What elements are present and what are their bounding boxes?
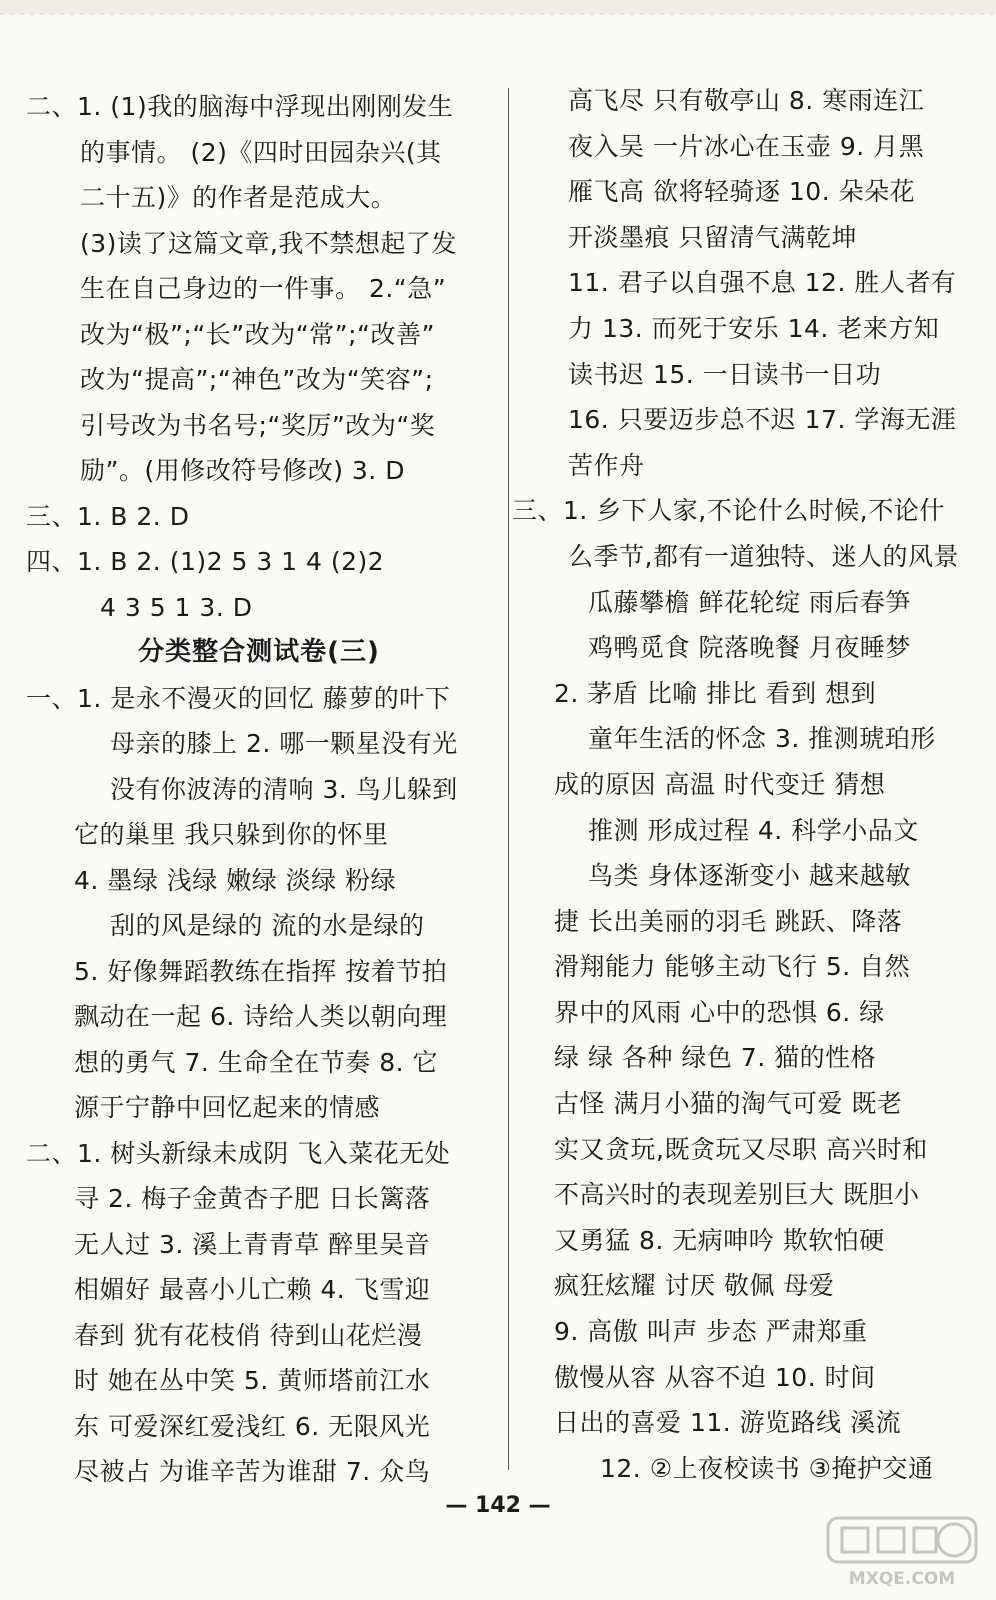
answer-line: 想的勇气 7. 生命全在节奏 8. 它: [74, 1047, 438, 1077]
answer-line: 童年生活的怀念 3. 推测琥珀形: [588, 724, 936, 754]
answer-line: 古怪 满月小猫的淘气可爱 既老: [554, 1089, 903, 1119]
section-line: 四、1. B 2. (1)2 5 3 1 4 (2)2: [26, 547, 385, 576]
top-scan-strip: [0, 0, 996, 40]
answer-line: 开淡墨痕 只留清气满乾坤: [568, 222, 857, 252]
answer-line: 寻 2. 梅子金黄杏子肥 日长篱落: [74, 1184, 431, 1213]
answer-line: 12. ②上夜校读书 ③掩护交通: [600, 1453, 934, 1483]
answer-line: 东 可爱深红爱浅红 6. 无限风光: [74, 1411, 431, 1441]
answer-line: 飘动在一起 6. 诗给人类以朝向理: [74, 1002, 448, 1031]
answer-line: 疯狂炫耀 讨厌 敬佩 母爱: [554, 1271, 835, 1301]
answer-line: 傲慢从容 从容不迫 10. 时间: [554, 1362, 876, 1392]
watermark-text: MXQE.COM: [848, 1569, 956, 1589]
answer-line: 二、1. (1)我的脑海中浮现出刚刚发生: [26, 92, 454, 121]
answer-line: 绿 绿 各种 绿色 7. 猫的性格: [554, 1043, 877, 1073]
answer-line: 9. 高傲 叫声 步态 严肃郑重: [554, 1317, 868, 1347]
column-divider: [508, 88, 509, 1470]
answer-line: 的事情。 (2)《四时田园杂兴(其: [80, 137, 442, 167]
answer-line: 母亲的膝上 2. 哪一颗星没有光: [110, 729, 458, 758]
answer-line: 鸟类 身体逐渐变小 越来越敏: [588, 861, 911, 891]
section-line: 三、1. B 2. D: [26, 501, 190, 531]
answer-line: 5. 好像舞蹈教练在指挥 按着节拍: [74, 956, 448, 986]
answer-line: 引号改为书名号;“奖厉”改为“奖: [80, 410, 436, 440]
section-line: 二、1. 树头新绿未成阴 飞入菜花无处: [26, 1138, 451, 1168]
answer-line: 成的原因 高温 时代变迁 猜想: [554, 769, 886, 799]
answer-line: 尽被占 为谁辛苦为谁甜 7. 众鸟: [74, 1457, 431, 1486]
right-column: [512, 78, 988, 1491]
answer-line: 生在自己身边的一件事。 2.“急”: [80, 274, 447, 303]
answer-line: 春到 犹有花枝俏 待到山花烂漫: [74, 1320, 423, 1350]
answer-line: 相媚好 最喜小儿亡赖 4. 飞雪迎: [74, 1275, 431, 1304]
answer-line: 二十五)》的作者是范成大。: [80, 183, 397, 212]
answer-line: 无人过 3. 溪上青青草 醉里吴音: [74, 1229, 431, 1259]
answer-line: 刮的风是绿的 流的水是绿的: [110, 911, 425, 940]
answer-line: 么季节,都有一道独特、迷人的风景: [568, 541, 959, 571]
answer-line: 滑翔能力 能够主动飞行 5. 自然: [554, 952, 911, 982]
answer-line: 瓜藤攀檐 鲜花轮绽 雨后春笋: [588, 587, 911, 617]
watermark-logo: [822, 1512, 982, 1590]
answer-line: 高飞尽 只有敬亭山 8. 寒雨连江: [568, 86, 925, 115]
answer-line: 16. 只要迈步总不迟 17. 学海无涯: [568, 405, 957, 435]
answer-line: 时 她在丛中笑 5. 黄师塔前江水: [74, 1366, 431, 1395]
answer-line: 不高兴时的表现差别巨大 既胆小: [554, 1180, 920, 1210]
answer-line: 没有你波涛的清响 3. 鸟儿躲到: [110, 774, 458, 804]
section-line: 三、1. 乡下人家,不论什么时候,不论什: [512, 496, 945, 526]
answer-line: 夜入吴 一片冰心在玉壶 9. 月黑: [568, 131, 925, 161]
answer-line: 实又贪玩,既贪玩又尽职 高兴时和: [554, 1134, 928, 1164]
answer-line: 改为“提高”;“神色”改为“笑容”;: [80, 365, 434, 394]
answer-line: 2. 茅盾 比喻 排比 看到 想到: [554, 678, 877, 708]
answer-line: 读书迟 15. 一日读书一日功: [568, 359, 882, 389]
answer-line: (3)读了这篇文章,我不禁想起了发: [80, 228, 457, 258]
answer-line: 又勇猛 8. 无病呻吟 欺软怕硬: [554, 1225, 885, 1255]
page-number: — 142 —: [445, 1493, 551, 1518]
section-heading: 分类整合测试卷(三): [138, 637, 380, 667]
answer-line: 它的巢里 我只躲到你的怀里: [74, 820, 389, 849]
answer-line: 界中的风雨 心中的恐惧 6. 绿: [554, 997, 885, 1027]
answer-line: 捷 长出美丽的羽毛 跳跃、降落: [554, 906, 903, 936]
answer-line: 日出的喜爱 11. 游览路线 溪流: [554, 1408, 902, 1438]
answer-line: 力 13. 而死于安乐 14. 老来方知: [568, 313, 940, 343]
answer-line: 4 3 5 1 3. D: [100, 592, 253, 622]
answer-line: 4. 墨绿 浅绿 嫩绿 淡绿 粉绿: [74, 865, 397, 895]
answer-line: 鸡鸭觅食 院落晚餐 月夜睡梦: [588, 633, 911, 663]
left-column: [26, 84, 492, 1495]
answer-line: 源于宁静中回忆起来的情感: [74, 1093, 381, 1122]
answer-line: 11. 君子以自强不息 12. 胜人者有: [568, 268, 957, 298]
answer-line: 推测 形成过程 4. 科学小品文: [588, 815, 919, 845]
answer-line: 苦作舟: [568, 450, 645, 480]
answer-line: 雁飞高 欲将轻骑逐 10. 朵朵花: [568, 177, 916, 207]
answer-line: 改为“极”;“长”改为“常”;“改善”: [80, 319, 435, 349]
answer-line: 励”。(用修改符号修改) 3. D: [80, 456, 405, 485]
section-line: 一、1. 是永不漫灭的回忆 藤萝的叶下: [26, 683, 451, 713]
